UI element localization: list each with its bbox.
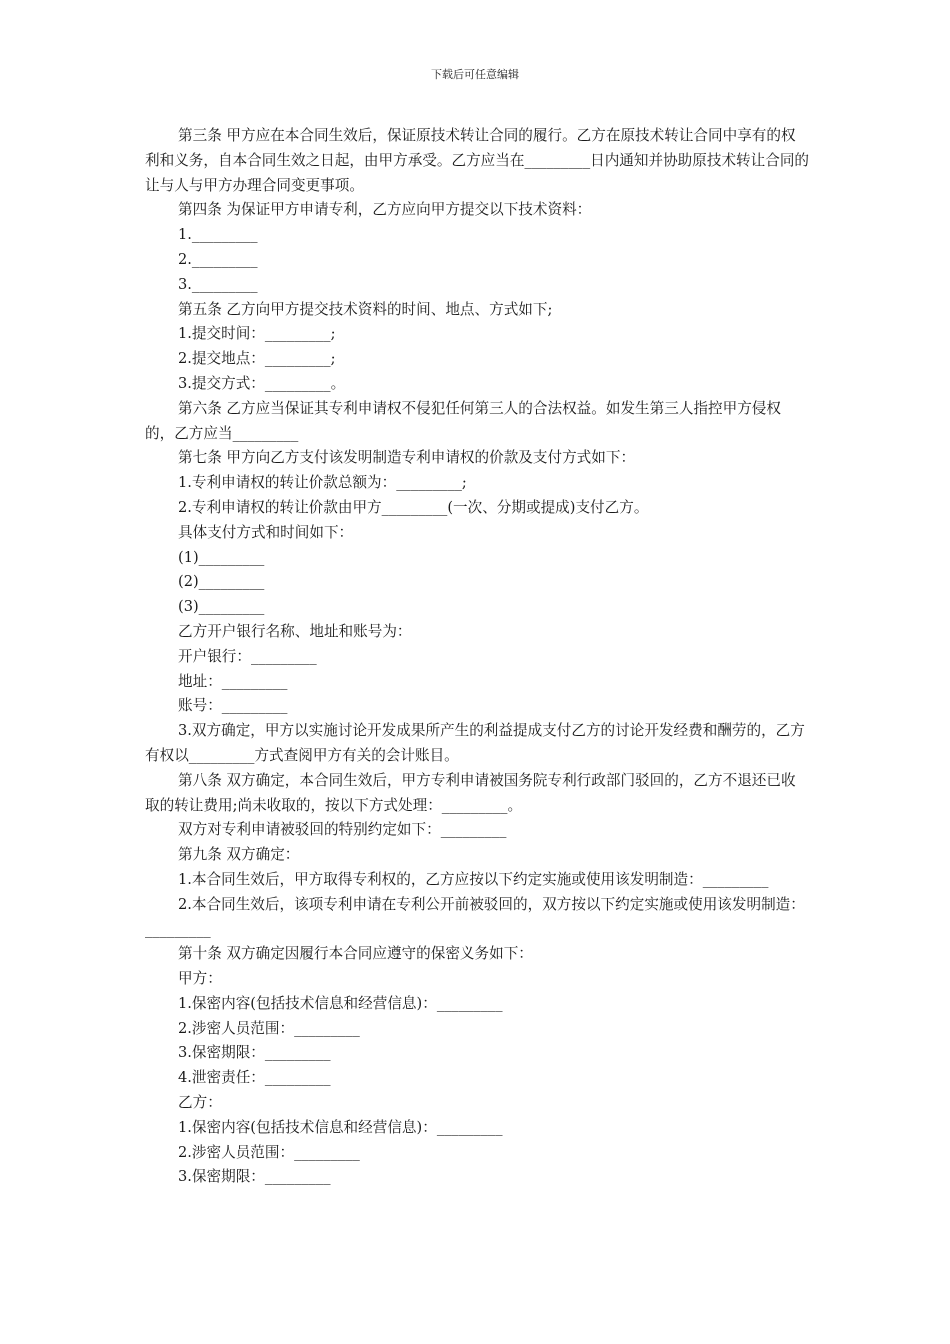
page-header: 下载后可任意编辑	[431, 68, 519, 81]
contract-paragraph: 3.保密期限：_________	[178, 1044, 331, 1062]
contract-paragraph: 开户银行：_________	[178, 647, 317, 665]
contract-paragraph: 3.提交方式：_________。	[178, 374, 346, 392]
document-body	[145, 124, 810, 1190]
contract-paragraph: 2.本合同生效后，该项专利申请在专利公开前被驳回的，双方按以下约定实施或使用该发明制造：_________	[145, 895, 805, 938]
contract-paragraph: 4.泄密责任：_________	[178, 1069, 331, 1087]
contract-paragraph: 第八条 双方确定，本合同生效后，甲方专利申请被国务院专利行政部门驳回的，乙方不退还已收取的转让费用;尚未收取的，按以下方式处理：_________。	[145, 771, 796, 814]
contract-paragraph: 1.本合同生效后，甲方取得专利权的，乙方应按以下约定实施或使用该发明制造：_________	[178, 870, 769, 888]
contract-paragraph: 账号：_________	[178, 697, 288, 715]
contract-paragraph: (1)_________	[178, 548, 265, 566]
contract-paragraph: 乙方：	[178, 1094, 222, 1112]
contract-paragraph: (3)_________	[178, 598, 265, 616]
contract-paragraph: 具体支付方式和时间如下：	[178, 523, 354, 541]
contract-paragraph: 1.提交时间：_________;	[178, 325, 336, 343]
contract-paragraph: 2.涉密人员范围：_________	[178, 1019, 360, 1037]
contract-paragraph: 甲方：	[178, 970, 222, 988]
contract-paragraph: 3._________	[178, 275, 258, 293]
contract-paragraph: 1.专利申请权的转让价款总额为：_________;	[178, 474, 467, 492]
contract-paragraph: 第四条 为保证甲方申请专利，乙方应向甲方提交以下技术资料：	[178, 201, 592, 219]
contract-paragraph: 1.保密内容(包括技术信息和经营信息)：_________	[178, 1118, 503, 1136]
contract-paragraph: 3.双方确定，甲方以实施讨论开发成果所产生的利益提成支付乙方的讨论开发经费和酬劳的，乙方有权以_________方式查阅甲方有关的会计账目。	[145, 722, 805, 764]
contract-paragraph: 第五条 乙方向甲方提交技术资料的时间、地点、方式如下;	[178, 300, 553, 318]
contract-paragraph: 2.涉密人员范围：_________	[178, 1143, 360, 1161]
contract-paragraph: 3.保密期限：_________	[178, 1168, 331, 1186]
contract-paragraph: 乙方开户银行名称、地址和账号为：	[178, 622, 412, 640]
contract-paragraph: 地址：_________	[178, 672, 288, 690]
contract-paragraph: 2.专利申请权的转让价款由甲方_________(一次、分期或提成)支付乙方。	[178, 498, 649, 516]
contract-paragraph: 第七条 甲方向乙方支付该发明制造专利申请权的价款及支付方式如下：	[178, 449, 636, 467]
contract-paragraph: 双方对专利申请被驳回的特别约定如下：_________	[178, 821, 507, 839]
contract-paragraph: 1._________	[178, 226, 258, 244]
contract-paragraph: 第十条 双方确定因履行本合同应遵守的保密义务如下：	[178, 945, 533, 963]
contract-paragraph: 2.提交地点：_________;	[178, 350, 336, 368]
contract-paragraph: 2._________	[178, 250, 258, 268]
contract-paragraph: 1.保密内容(包括技术信息和经营信息)：_________	[178, 994, 503, 1012]
contract-paragraph: (2)_________	[178, 573, 265, 591]
contract-paragraph: 第六条 乙方应当保证其专利申请权不侵犯任何第三人的合法权益。如发生第三人指控甲方侵权的，乙方应当_________	[145, 399, 781, 442]
contract-paragraph: 第九条 双方确定：	[178, 846, 300, 864]
contract-paragraph: 第三条 甲方应在本合同生效后，保证原技术转让合同的履行。乙方在原技术转让合同中享有的权利和义务，自本合同生效之日起，由甲方承受。乙方应当在_________日内通知并协助原技术转让合同的让与人与甲方办理合同变更事项。	[145, 127, 810, 194]
